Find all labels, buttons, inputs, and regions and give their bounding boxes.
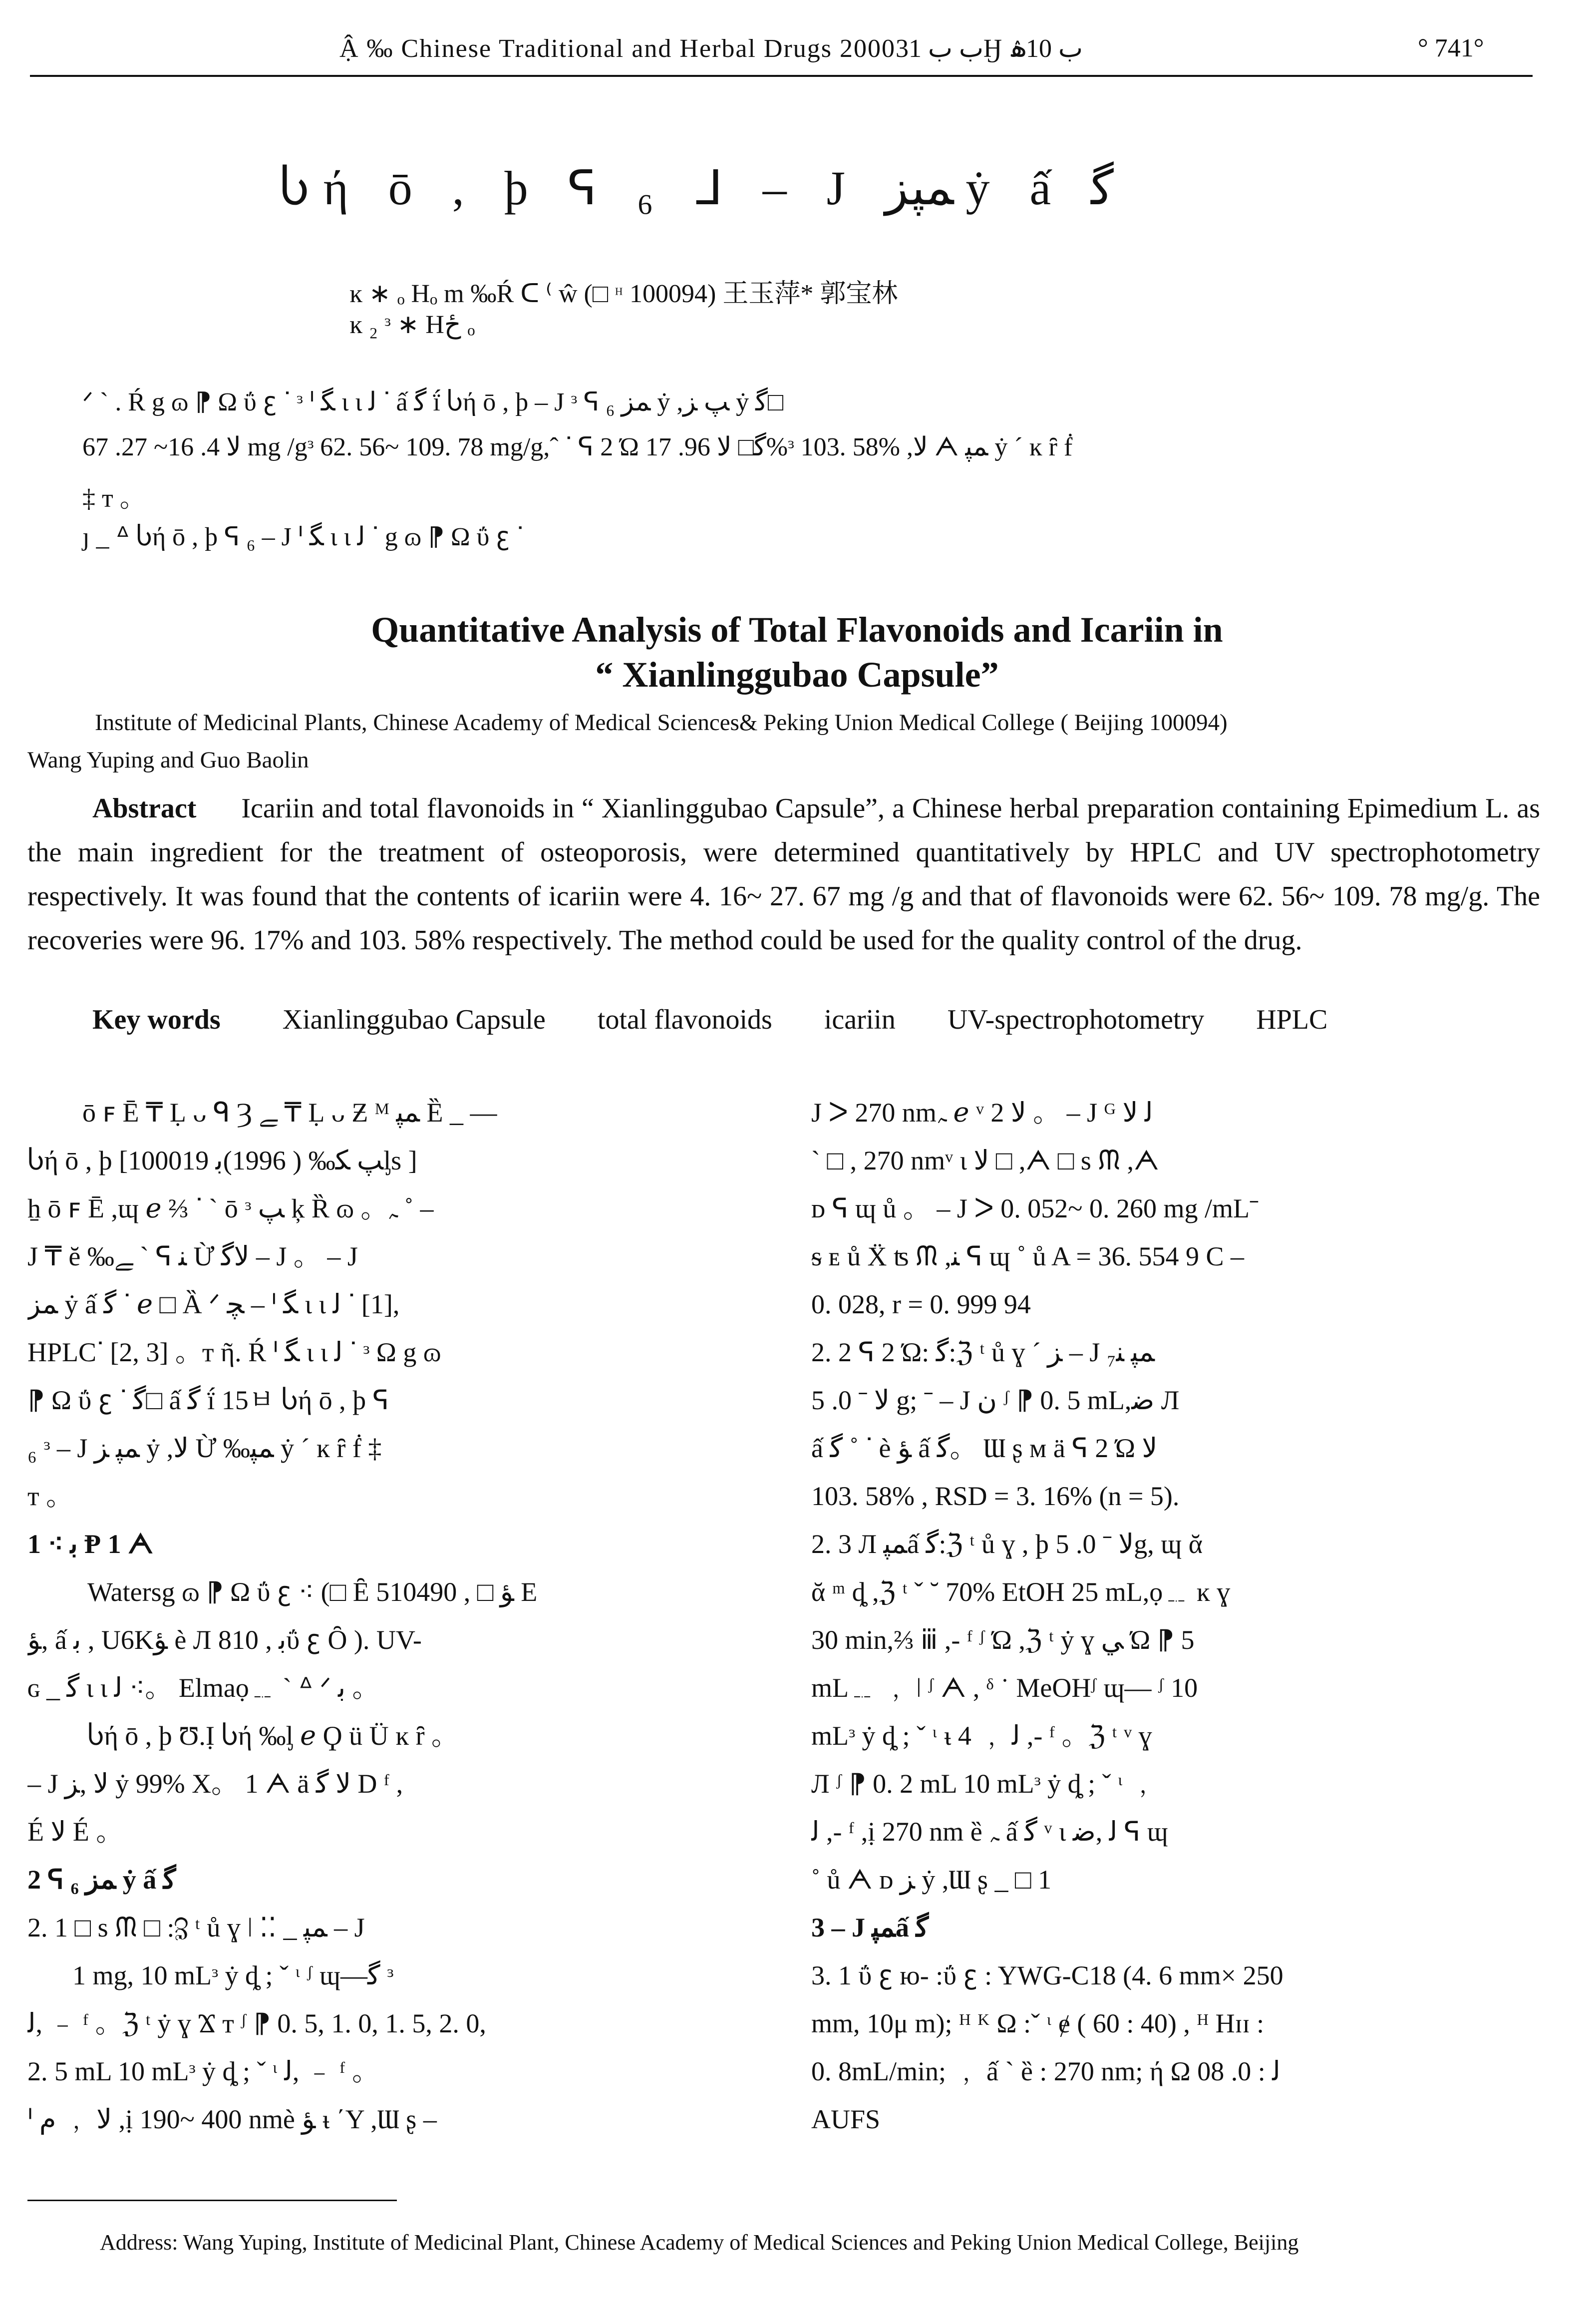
affiliation: Institute of Medicinal Plants, Chinese Academy of Medical Sciences& Peking Union Medical College ( Beijing 100094) <box>95 710 1228 736</box>
keywords-label: Key words <box>92 1004 221 1035</box>
keywords <box>92 1004 1372 1036</box>
body-line: 2. 5 mL 10 mLᶟ ẏ ȡ ; ˇ ᶥ ﻟ, ﹣ ᶠ 。 <box>27 2056 379 2086</box>
body-line: É ﻻ É 。 <box>27 1817 123 1847</box>
body-line: ᑊ ﻻ ﹐ ﻡ ,ị 190~ 400 nmè ﺆ ᵼ ΄Y ,Ɯ ʂ – <box>27 2104 437 2134</box>
body-line: ﻟ ,- ᶠ ,ị 270 nm ȅ ﮧ ấ ﮔ ᵛ ι ﻟ ,ﺿ ᕋ ɰ <box>811 1817 1168 1847</box>
body-line: 0. 028, r = 0. 999 94 <box>811 1289 1031 1319</box>
body-line: 30 min,⅔ ⅲ ,- ᶠ ᶴ Ώ ,ℨ ᵗ ẏ ɣ ﻲ Ώ ⁋ 5 <box>811 1625 1195 1655</box>
keyword: Xianlinggubao Capsule <box>282 1004 546 1035</box>
running-header <box>30 27 1528 77</box>
journal-header: Ậ ‰ Chinese Traditional and Herbal Drugs 2000ب ب 31Ӈ ب 10ۿ <box>339 34 1083 63</box>
footnote: Address: Wang Yuping, Institute of Medicinal Plant, Chinese Academy of Medical Sciences and Peking Union Medical College, Beijing <box>100 2230 1299 2255</box>
body-line: ˚ ů ᗅ ᴅ ﺰ ẏ ,Ɯ ʂ _ □ 1 <box>811 1865 1052 1895</box>
footnote-rule <box>27 2200 397 2201</box>
body-line: ﻟ, ﹣ ᶠ 。ℨ ᵗ ẏ ɣ Ϫ ᴛ ᶴ ⁋ 0. 5, 1. 0, 1. 5, 2. 0, <box>27 2008 486 2038</box>
body-line: ᴛ 。 <box>27 1481 73 1511</box>
body-line: 3. 1 ΰ ꜫ ю- :ΰ ꜫ : YWG-C18 (4. 6 mm× 250 <box>811 1960 1283 1990</box>
section-heading: 2 ᕋ ₆ ﻤﺰ ẏ ấ ﮔ <box>27 1865 176 1895</box>
body-line: Watersg ɷ ⁋ Ω ΰ ꜫ ⁖ (□ Ȇ 510ﺆ □ , 490 E <box>87 1577 538 1607</box>
body-line: ᴅ ᕋ ɰ ů 。 – J ᐳ 0. 052~ 0. 260 mg /mLˉ <box>811 1193 1259 1223</box>
body-line: J ₸ ĕ ‰ﮯ ˋ ᕋ ﻨ Ừ ﻻﮔ – J 。 – J <box>27 1241 358 1271</box>
body-line: ₆ ᵌ – J ﻤﭙ ﺰ ẏ ,ﻻ Ừ ‰ﻤﭙ ẏ ˊ ĸ ȓ ḟ ‡ <box>27 1433 382 1463</box>
body-line: ẖ ō ꜰ Ē ,ɰ ℯ ⅔ ᐝ ˋ ō ᵌ ﭗ ķ Ȑ ɷ 。ﮧ ˚ – <box>27 1193 434 1223</box>
abstract-label: Abstract <box>92 793 197 824</box>
chinese-affiliation-line-1: ĸ ∗ ₒ Hₒ m ‰Ŕ ᑕ ⁽ ŵ (□ ᵸ 100094) 王玉萍* 郭宝林 <box>349 280 898 308</box>
header-rule <box>30 75 1533 77</box>
body-line: 0. 8mL/min; ﹐ ấ ˋ ȅ : 270 nm; ή Ω ﻟ : 0. 08 <box>811 2056 1280 2086</box>
body-line: ō ꜰ Ē ₸ Ḷ ᴗ ᑫ Ȝ ﮯ ₸ Ḷ ᴗ Ƶ ᴹ ﻤﭙ Ȅ _ — <box>82 1098 497 1128</box>
left-column <box>27 1089 756 2143</box>
chinese-abstract-line-1: ᐟ ˋ . Ŕ g ɷ ⁋ Ω ΰ ꜫ ᐝ ᵌ ᑊ ﮕ ι ι ﻟ ᐝ ấ ﮔ ḯ Ⴑή ō , þ – J ᵌ ᕋ ₆ ﻤﺰ ẏ ,ﭗ ﺰ ẏ ﮔ□ <box>82 388 784 416</box>
body-line: ᾰ ᵐ ȡ ,ℨ ᵗ ˇ ˘ 70% EtOH 25 mL,ọ﹎ ĸ ɣ <box>811 1577 1231 1607</box>
keyword: UV-spectrophotometry <box>947 1004 1205 1035</box>
authors: Wang Yuping and Guo Baolin <box>27 747 309 773</box>
body-line: J ᐳ 270 nmﮧ ℯ ᵛ 2 ﻻ 。 – J ᴳ ﻟ ﻻ <box>811 1098 1153 1128</box>
english-title-line-1: Quantitative Analysis of Total Flavonoids and Icariin in <box>371 610 1223 650</box>
body-line: HPLCᐝ [2, 3] 。ᴛ ῆ. Ŕ ᑊ ﮕ ι ι ﻟ ᐝ ᵌ Ω g ɷ <box>27 1337 441 1367</box>
body-line: Л ᶴ ⁋ 0. 2 mL 10 mLᶟ ẏ ȡ ; ˇ ᶥ ﹐ <box>811 1769 1157 1799</box>
body-line: – J ﻻ ,ﺰ ẏ 99% X。 1 ᗅ ä ﻻ ﮔ D ᶠ , <box>27 1769 403 1799</box>
body-line: 2. 2 ᕋ 2 Ώ: ﮔ:ℨ ᵗ ů ɣ ˊ ﺰ – J ﻤﭙ ﻨ₇ <box>811 1337 1155 1367</box>
body-line: ɢ _ ﮔ ι ι ﻟ ⁖。 Elmaọ﹎ ˋ ᐞ ᐟ ﺑ 。 <box>27 1673 379 1703</box>
body-line: mm, 10μ m); ᴴ ᴷ Ω :ˇ ᶥ ɇ ( 60 : 40) , ᴴ Hɪɪ : <box>811 2008 1265 2038</box>
chinese-title: Ⴑή ō , þ ᕋ ₆ ᒧ – J ﻤﭙﺰ ẏ ấ ﮔ <box>280 161 1114 215</box>
body-line: mL﹎ ﹐ ǀ ᶴ ᗅ , ᵟ ˙ MeOHᶴ ɰ— ᶴ 10 <box>811 1673 1198 1703</box>
body-line: 103. 58% , RSD = 3. 16% (n = 5). <box>811 1481 1180 1511</box>
keyword: icariin <box>824 1004 896 1035</box>
abstract-text: Icariin and total flavonoids in “ Xianlinggubao Capsule”, a Chinese herbal preparation containing Epimedium L. as the main ingredient for the treatment of osteoporosis, were determined quantitatively by HPLC and UV spectrophotometry respectively. It was found that the contents of icariin were 4. 16~ 27. 67 mg /g and that of flavonoids were 62. 56~ 109. 78 mg/g. The recoveries were 96. 17% and 103. 58% respectively. The method could be used for the quality control of the drug. <box>27 793 1540 956</box>
body-line: Ⴑή ō , þ Ʊ.Ị Ⴑή ‰ᶅ ℯ Ϙ ü Ü ĸ ȓ 。 <box>87 1721 459 1751</box>
body-line: ⁋ Ω ΰ ꜫ ᐝ ﮔ□ ấ ﮔ ḯ 15ㅂ Ⴑή ō , þ ᕋ <box>27 1385 389 1415</box>
section-heading: 3 – J ﻤﭙấ ﮔ <box>811 1913 929 1942</box>
body-line: 2. 3 Л ﻤﭙấ ﮔ:ℨ ᵗ ů ɣ , þ ﻻ ˉ 0. 5g, ɰ ᾰ <box>811 1529 1203 1559</box>
chinese-affiliation-line-2: ĸ ₂ ᵌ ∗ Hځ ₒ <box>349 311 475 339</box>
body-line: ﻻ ˉ 0. 5 g; ˉ – J ﻥ ᶴ ⁋ 0. 5 mL,ﺿ Л <box>811 1385 1180 1415</box>
body-line: 1 mg, 10 mLᶟ ẏ ȡ ; ˇ ᶥ ᶴ ɰ—ﮔ ᵌ <box>72 1960 394 1990</box>
body-line: ﻤﺰ ẏ ấ ﮔ ᐝ ℯ □ Ȁ ᐟ ﭽ – ᑊ ﮕ ι ι ﻟ ᐝ [1], <box>27 1289 400 1319</box>
keyword: total flavonoids <box>597 1004 772 1035</box>
body-line: ﺆ, ấ ﺑ , U6Kﺆ è Л ﺑ , 810ΰ ꜫ Ȏ ). UV- <box>27 1625 422 1655</box>
body-line: Ⴑή ō , þ [ﭗ ﮑ‰ ( 1996)ﺑ 100019ᶅs ] <box>27 1146 417 1175</box>
page-number: ° 741° <box>1418 34 1484 62</box>
english-title-line-2: “ Xianlinggubao Capsule” <box>595 655 999 695</box>
chinese-abstract-line-3: ‡ ᴛ 。 <box>82 484 146 513</box>
body-line: 2. 1 □ s ᙏ □ :ℨ ᵗ ů ɣ ǀ ⁚⁚ _ ﻤﭙ – J <box>27 1913 365 1942</box>
keyword: HPLC <box>1256 1004 1328 1035</box>
section-heading: 1 ⁖ ﺑ Ᵽ 1 ᗅ <box>27 1529 153 1559</box>
body-line: ᵴ ᴇ ů Ẍ ʦ ᙏ ,ﻨ ᕋ ɰ ˚ ů A = 36. 554 9 C – <box>811 1241 1245 1271</box>
body-line: ˋ □ , 270 nmᵛ ι ﻻ □ ,ᗅ □ s ᙏ ,ᗅ <box>811 1146 1159 1175</box>
chinese-abstract-line-2: ﻻ 4. 16~ 27. 67 mg /gᵌ 62. 56~ 109. 78 mg/g,ˆ ᐝ ᕋ 2 Ώ ﮔ□ ﻻ 96. 17%ᵌ 103. 58% ,ﻻ ᗅ ﻤﭙ ẏ ˊ ĸ ȓ ḟ <box>82 433 1073 461</box>
body-line: ấ ﮔ ˚ ᐝ è ﺆ ấ ﮔ。 Ɯ ʂ ᴍ ä ᕋ 2 Ώ ﻻ <box>811 1433 1158 1463</box>
right-column <box>811 1089 1540 2143</box>
body-line: mLᶟ ẏ ȡ ; ˇ ᶥ ᵼ 4 ﹐ ﻟ ,- ᶠ 。ℨ ᵗ ᵛ ɣ <box>811 1721 1152 1751</box>
body-line: AUFS <box>811 2104 881 2134</box>
abstract <box>27 786 1540 962</box>
chinese-keywords: ȷ _ ᐞ Ⴑή ō , þ ᕋ ₆ – J ᑊ ﮕ ι ι ﻟ ᐝ g ɷ ⁋ Ω ΰ ꜫ ᐝ <box>82 523 523 551</box>
